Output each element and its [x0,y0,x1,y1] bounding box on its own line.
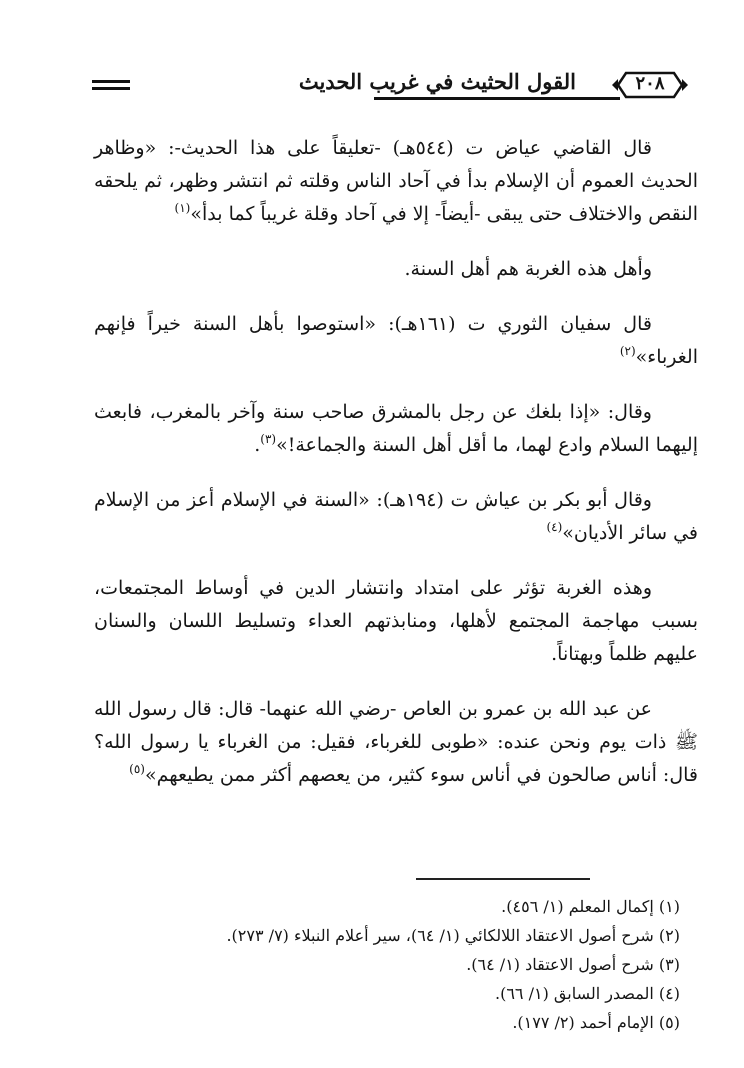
main-text [94,132,698,814]
paragraph-hadith [94,693,698,792]
abu-bakr-text: وقال أبو بكر بن عياش ت (١٩٤هـ): «السنة في الإسلام أعز من الإسلام في سائر الأديان» [94,489,698,544]
header-rule-main [374,97,620,100]
book-title: القول الحثيث في غريب الحديث [298,69,576,94]
header-rule-top [92,80,130,83]
footnote-ref-2[interactable]: (٢) [619,344,636,358]
paragraph-sufyan [94,308,698,374]
paragraph-mashriq [94,396,698,462]
ahl-sunnah-text: وأهل هذه الغربة هم أهل السنة. [404,258,652,280]
paragraph-ahl-sunnah [94,253,698,286]
mashriq-end: . [254,434,261,456]
footnote-ref-5[interactable]: (٥) [129,762,145,776]
paragraph-ghurba [94,572,698,671]
footnote-ref-4[interactable]: (٤) [546,520,563,534]
ghurba-text: وهذه الغربة تؤثر على امتداد وانتشار الدين في أوساط المجتمعات، بسبب مهاجمة المجتمع لأهلها، ومنابذتهم العداء وتسليط اللسان والسنان عليهم ظلماً وبهتاناً. [94,577,698,665]
footnote-5: (٥) الإمام أحمد (٢/ ١٧٧). [512,1013,680,1032]
page-header [92,66,686,108]
footnote-3: (٣) شرح أصول الاعتقاد (١/ ٦٤). [466,955,680,974]
mashriq-text: وقال: «إذا بلغك عن رجل بالمشرق صاحب سنة وآخر بالمغرب، فابعث إليهما السلام وادع لهما، ما أقل أهل السنة والجماعة!» [94,401,698,456]
hadith-text: عن عبد الله بن عمرو بن العاص -رضي الله عنهما- قال: قال رسول الله ﷺ ذات يوم ونحن عنده: «طوبى للغرباء، فقيل: من الغرباء يا رسول الله؟ قال: أناس صالحون في أناس سوء كثير، من يعصهم أكثر ممن يطيعهم» [94,698,698,786]
footnote-1: (١) إكمال المعلم (١/ ٤٥٦). [501,897,680,916]
paragraph-qadi-iyad [94,132,698,231]
footnote-4: (٤) المصدر السابق (١/ ٦٦). [494,984,680,1003]
footnotes [80,892,680,1037]
header-rule-bottom [92,87,130,90]
page-number-badge [612,70,688,100]
page-number: ٢٠٨ [635,73,665,94]
footnote-ref-3[interactable]: (٣) [260,432,277,446]
qadi-iyad-text: قال القاضي عياض ت (٥٤٤هـ) -تعليقاً على هذا الحديث-: «وظاهر الحديث العموم أن الإسلام بدأ في آحاد الناس وقلته ثم انتشر وظهر، ثم يلحقه النقص والاختلاف حتى يبقى -أيضاً- إلا في آحاد وقلة غريباً كما بدأ» [94,137,698,225]
sufyan-text: قال سفيان الثوري ت (١٦١هـ): «استوصوا بأهل السنة خيراً فإنهم الغرباء» [94,313,698,368]
footnote-divider [416,878,590,880]
paragraph-abu-bakr [94,484,698,550]
footnote-2: (٢) شرح أصول الاعتقاد اللالكائي (١/ ٦٤)، سير أعلام النبلاء (٧/ ٢٧٣). [226,926,680,945]
footnote-ref-1[interactable]: (١) [174,201,191,215]
